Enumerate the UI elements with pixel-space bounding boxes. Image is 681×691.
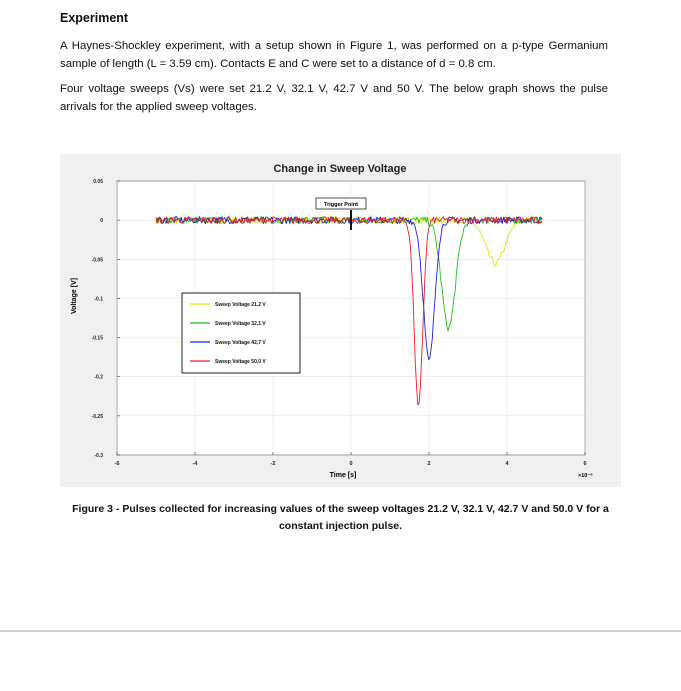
y-tick-label: -0.25 bbox=[91, 413, 103, 420]
page-divider bbox=[0, 630, 681, 632]
intro-paragraph: A Haynes-Shockley experiment, with a setup shown in Figure 1, was performed on a p-type Germanium sample of length (L = 3.59 cm). Contacts E and C were set to a distance of d = 0.8 cm. bbox=[60, 40, 608, 70]
legend bbox=[182, 293, 300, 373]
legend-label: Sweep Voltage 21,2 V bbox=[215, 302, 266, 308]
y-axis-label: Voltage [V] bbox=[71, 277, 78, 315]
figure-caption: Figure 3 - Pulses collected for increasing values of the sweep voltages 21.2 V, 32.1 V, 42.7 V and 50.0 V for a constant injection pulse. bbox=[72, 503, 609, 532]
x-exponent-label: ×10⁻⁶ bbox=[578, 473, 593, 479]
chart-title: Change in Sweep Voltage bbox=[273, 163, 407, 175]
x-tick-label: -2 bbox=[270, 461, 276, 467]
legend-label: Sweep Voltage 32,1 V bbox=[215, 321, 266, 327]
x-tick-label: -4 bbox=[192, 461, 198, 467]
y-tick-label: -0.3 bbox=[94, 453, 103, 459]
x-tick-label: -6 bbox=[114, 461, 120, 467]
x-tick-label: 0 bbox=[349, 461, 353, 467]
y-tick-label: -0.2 bbox=[94, 374, 103, 381]
legend-label: Sweep Voltage 50,0 V bbox=[215, 359, 266, 365]
y-tick-label: -0.05 bbox=[91, 257, 103, 264]
y-tick-label: -0.15 bbox=[91, 335, 103, 342]
trigger-point-label: Trigger Point bbox=[324, 202, 358, 208]
section-heading: Experiment bbox=[60, 11, 129, 25]
pulse-chart bbox=[60, 154, 621, 487]
y-tick-label: 0 bbox=[100, 218, 103, 225]
x-tick-label: 4 bbox=[505, 461, 509, 467]
y-tick-label: -0.1 bbox=[94, 296, 103, 303]
x-tick-label: 6 bbox=[583, 461, 587, 467]
y-tick-label: 0.05 bbox=[93, 179, 103, 185]
sweep-paragraph: Four voltage sweeps (Vs) were set 21.2 V, 32.1 V, 42.7 V and 50 V. The below graph shows the pulse arrivals for the applied sweep voltages. bbox=[60, 83, 608, 113]
legend-label: Sweep Voltage 42,7 V bbox=[215, 340, 266, 346]
x-axis-label: Time [s] bbox=[329, 472, 357, 479]
x-tick-label: 2 bbox=[427, 461, 431, 467]
figure-panel bbox=[60, 154, 621, 487]
